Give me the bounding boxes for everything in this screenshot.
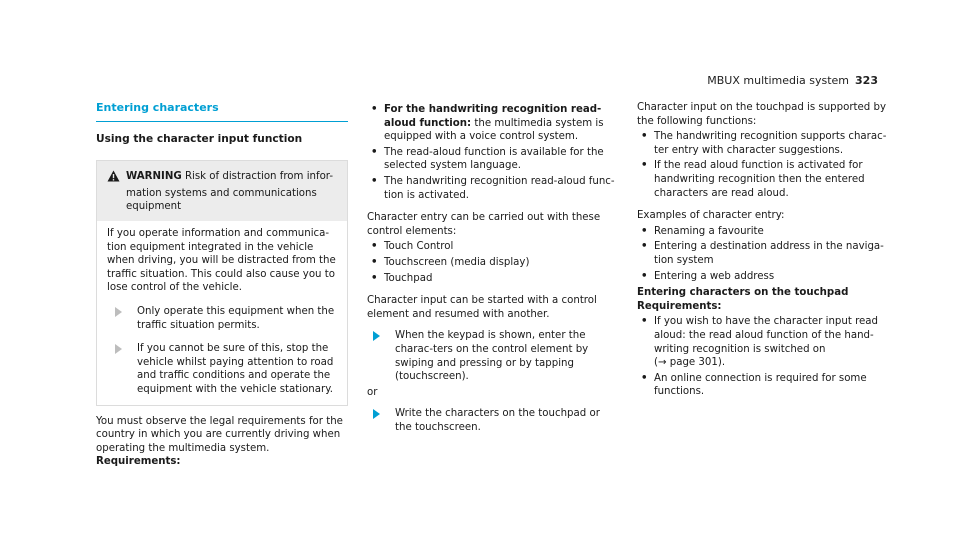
column-1: [96, 101, 348, 469]
list-item-text: The handwriting recognition read-aloud func-tion is activated.: [384, 175, 615, 201]
list-item-bold: For the handwriting recognition read-aloud function:: [384, 104, 602, 129]
warning-head-line2: mation systems and communications: [126, 187, 317, 199]
list-item: • Touch Control: [371, 241, 454, 253]
list-item: • If you wish to have the character input read aloud: the read aloud function of the hand-writing recognition is switched on (→ page 301).: [641, 316, 879, 369]
page-number: 323: [855, 74, 878, 87]
step-arrow-icon: [115, 307, 122, 317]
list-item: • The handwriting recognition supports charac-ter entry with character suggestions.: [641, 131, 887, 156]
list-item: • Entering a web address: [641, 270, 775, 282]
column-2: [367, 101, 617, 434]
controls-list: [367, 240, 617, 285]
controls-intro: Character entry can be carried out with these control elements:: [367, 212, 601, 237]
list-item: • Touchscreen (media display): [371, 256, 530, 268]
instruction-step-1: [367, 329, 617, 383]
warning-head-line1: Risk of distraction from infor-: [181, 171, 334, 183]
list-item-text: The read-aloud function is available for the selected system language.: [384, 146, 604, 172]
step-arrow-icon: [115, 344, 122, 354]
warning-triangle-icon: [107, 170, 121, 187]
warning-step-2: [97, 342, 347, 396]
instruction-step-2-text: Write the characters on the touchpad or the touchscreen.: [395, 408, 600, 433]
examples-list: [637, 225, 887, 283]
touchpad-subsection-title: Entering characters on the touchpad: [637, 287, 849, 299]
list-item: • Entering a destination address in the naviga-tion system: [641, 241, 884, 266]
warning-box: [96, 160, 348, 405]
header-title: MBUX multimedia system: [707, 74, 850, 87]
warning-header: [97, 161, 347, 221]
legal-paragraph: You must observe the legal requirements for the country in which you are currently driving when operating the multimedia system.: [96, 415, 343, 454]
or-label: or: [367, 386, 378, 398]
list-item: • The handwriting recognition read-aloud func-tion is activated.: [371, 175, 615, 201]
page-header: [707, 74, 878, 87]
list-item: • The read-aloud function is available for the selected system language.: [371, 146, 604, 172]
warning-step-1: [97, 305, 347, 332]
examples-label: Examples of character entry:: [637, 210, 785, 222]
touchpad-intro: Character input on the touchpad is supported by the following functions:: [637, 102, 886, 127]
warning-head-line3: equipment: [126, 201, 182, 213]
requirements-label: Requirements:: [96, 456, 181, 468]
warning-step-1-text: Only operate this equipment when the traffic situation permits.: [137, 305, 335, 331]
list-item: • Renaming a favourite: [641, 225, 764, 237]
list-item: • An online connection is required for some functions.: [641, 372, 867, 398]
instruction-step-2: [367, 407, 617, 434]
requirements-list: [367, 103, 617, 202]
warning-step-2-text: If you cannot be sure of this, stop the vehicle whilst paying attention to road and traffic conditions and operate the equipment with the vehicle stationary.: [137, 343, 334, 395]
list-item: • For the handwriting recognition read-aloud function: the multimedia system is equipped with a voice control system.: [371, 104, 604, 143]
functions-list: [637, 130, 887, 200]
list-item: • Touchpad: [371, 272, 433, 284]
requirements-label: Requirements:: [637, 300, 722, 312]
warning-body: If you operate information and communica-tion equipment integrated in the vehicle when driving, you will be distracted from the traffic situation. This could also cause you to lose control of the vehicle.: [107, 227, 336, 294]
list-item: • If the read aloud function is activated for handwriting recognition then the entered characters are read aloud.: [641, 160, 865, 199]
instruction-step-1-text: When the keypad is shown, enter the charac-ters on the control element by swiping and pressing or by tapping (touchscreen).: [395, 330, 589, 383]
touchpad-requirements-list: [637, 315, 887, 399]
step-arrow-icon: [373, 331, 380, 341]
section-title: Entering characters: [96, 101, 348, 122]
list-item-text: the multimedia system is equipped with a voice control system.: [384, 117, 604, 143]
start-paragraph: Character input can be started with a control element and resumed with another.: [367, 295, 597, 320]
page-reference-link[interactable]: (→ page 301).: [654, 357, 726, 369]
column-3: [637, 101, 887, 399]
step-arrow-icon: [373, 409, 380, 419]
subsection-title: Using the character input function: [96, 132, 303, 145]
warning-word: WARNING: [126, 171, 182, 183]
